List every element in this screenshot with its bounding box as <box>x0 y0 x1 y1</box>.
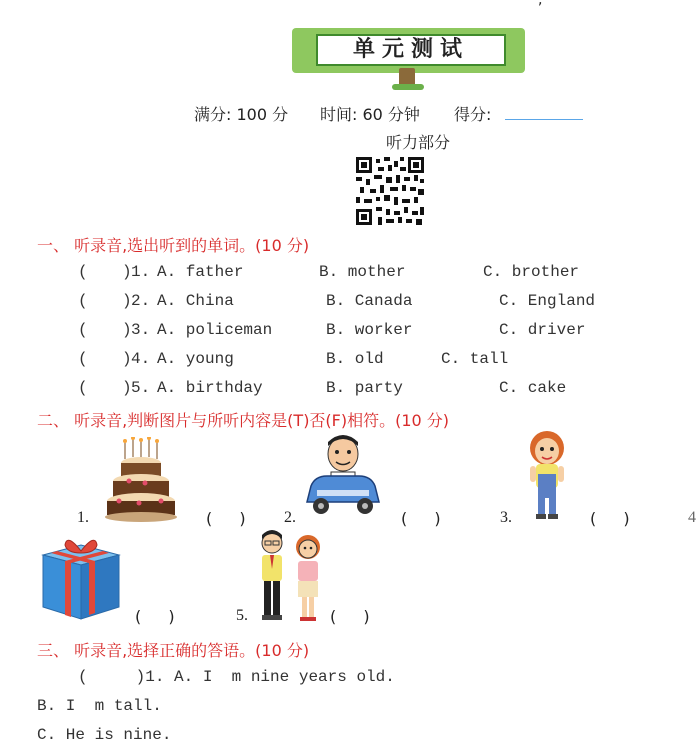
answer-paren-close: ) <box>122 350 132 368</box>
item-number: 1. <box>131 263 151 281</box>
list-item <box>0 379 696 403</box>
boy-and-girl-image <box>252 529 332 624</box>
option-b: B. Canada <box>326 292 413 310</box>
item-number: 2. <box>131 292 151 310</box>
answer-paren-open[interactable]: ( <box>78 292 88 310</box>
section1-heading: 一、 听录音,选出听到的单词。(10 分) <box>37 236 310 255</box>
answer-paren-open[interactable]: ( <box>78 379 88 397</box>
qr-code-icon[interactable] <box>356 157 424 225</box>
option-b: B. worker <box>326 321 413 339</box>
score-input[interactable] <box>505 119 583 120</box>
answer-paren-close: ) <box>122 263 132 281</box>
answer-paren-open[interactable]: ( <box>78 350 88 368</box>
picture-label-4: 4 <box>688 509 696 526</box>
list-item <box>0 263 696 287</box>
picture-label-2: 2. <box>284 509 296 526</box>
answer-paren[interactable]: ( ) <box>401 509 441 528</box>
exam-time: 时间: 60 分钟 <box>320 105 420 124</box>
answer-paren-open[interactable]: ( <box>78 263 88 281</box>
option-a: A. birthday <box>157 379 263 397</box>
option-a: A. policeman <box>157 321 273 339</box>
picture-label-3: 3. <box>500 509 512 526</box>
score-label: 得分: <box>454 105 492 124</box>
gift-box-image <box>37 533 123 621</box>
answer-paren-close: ) <box>122 379 132 397</box>
listening-part-title: 听力部分 <box>386 133 451 152</box>
list-item <box>0 321 696 345</box>
option-a: A. China <box>157 292 234 310</box>
answer-paren[interactable]: ( ) <box>206 509 246 528</box>
man-driving-car-image <box>303 432 383 522</box>
option-a: A. father <box>157 263 244 281</box>
option-c: C. tall <box>441 350 509 368</box>
page-title: 单元测试 <box>352 37 469 62</box>
girl-image <box>520 430 574 522</box>
option-c: C. driver <box>499 321 586 339</box>
answer-paren[interactable]: ( ) <box>590 509 630 528</box>
answer-paren[interactable]: ( ) <box>135 607 175 626</box>
section2-heading: 二、 听录音,判断图片与所听内容是(T)否(F)相符。(10 分) <box>37 411 450 430</box>
question-1: ( )1. A. I m nine years old. <box>78 668 395 686</box>
picture-label-1: 1. <box>77 509 89 526</box>
list-item <box>0 350 696 374</box>
item-number: 3. <box>131 321 151 339</box>
picture-label-5: 5. <box>236 607 248 624</box>
board-grass <box>392 84 424 90</box>
option-a: A. young <box>157 350 234 368</box>
option-b: B. mother <box>319 263 406 281</box>
option-b: B. party <box>326 379 403 397</box>
answer-paren-close: ) <box>122 321 132 339</box>
item-number: 5. <box>131 379 151 397</box>
section1-list <box>0 263 696 413</box>
corner-mark: , <box>538 0 543 8</box>
answer-paren-open[interactable]: ( <box>78 321 88 339</box>
answer-paren-close: ) <box>122 292 132 310</box>
section3-heading: 三、 听录音,选择正确的答语。(10 分) <box>37 641 310 660</box>
option-b: B. I m tall. <box>37 697 162 715</box>
option-c: C. England <box>499 292 596 310</box>
option-c: C. He is nine. <box>37 726 172 744</box>
option-b: B. old <box>326 350 384 368</box>
full-score: 满分: 100 分 <box>194 105 289 124</box>
birthday-cake-image <box>105 437 177 523</box>
option-c: C. cake <box>499 379 567 397</box>
option-c: C. brother <box>483 263 580 281</box>
item-number: 4. <box>131 350 151 368</box>
list-item <box>0 292 696 316</box>
answer-paren[interactable]: ( ) <box>330 607 370 626</box>
